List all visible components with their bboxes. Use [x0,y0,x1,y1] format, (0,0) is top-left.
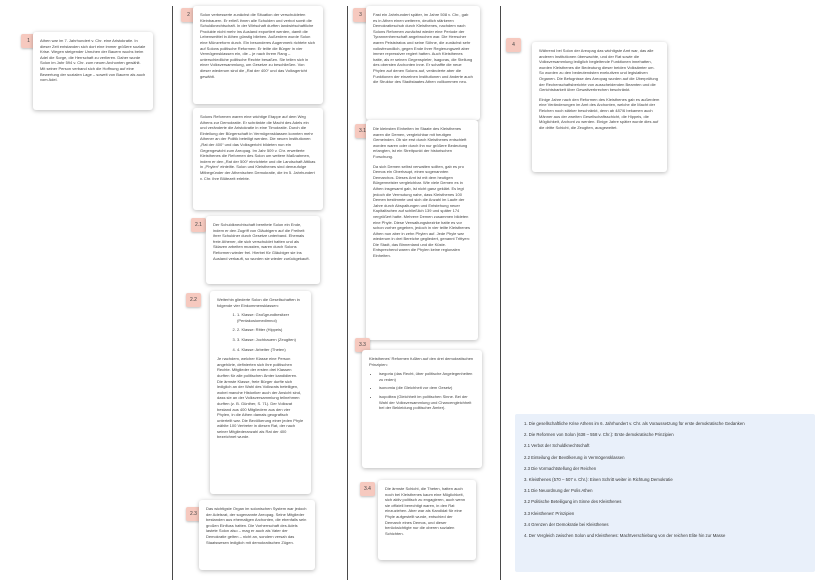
principle-list-item: • isegoria (das Recht, über politische Angelegenheiten zu reden) [379,371,475,382]
card-text: Während bei Solon der Areopag das wichtigste Amt war, das alle anderen Institutionen überwachte, und der Rat sowie die Volksversammlung lediglich begleitende Funktionen innehatten, wurden Kleisthenes die Bedeutung dieser beiden Volksämter um. So wurden zu den bedeutendsten exekutiven und legislativen Organen. Die Befugnisse des Areopag wurden auf die Überprüfung der Rechenschaftsberichte von ausscheidenden Beamten und die Gerichtsbarkeit über Gewaltverbrechen beschränkt. [539,48,658,93]
section-badge-2: 2 [181,8,196,22]
card-text-intro: Weiterhin gliederte Solon die Gesellschaften in folgende vier Einkommensklassen: [217,297,300,308]
section-badge-3: 3 [353,8,368,22]
principle-list [369,371,475,411]
card-text: Das wichtigste Organ im solonischen System war jedoch der Adelsrat, der sogenannte Areopag. Seine Mitglieder bestanden aus ehemaligen Archonten, die ebenfalls sein großen Einfluss hatten. Die Vorherrschaft des Adels lastete Solon also – mag er auch als Vater der Demokratie gelten – nicht an, sondern versah das Staatswesen lediglich mit demokratischen Zügen. [206,506,307,545]
card-text: Solon verbesserte zunächst die Situation der verschuldeten Kleinbauern. Er erließ ihnen alle Schulden und verbot somit die Schuldknechtschaft. In der Wirtschaft durften landwirtschaftliche Produkte nicht mehr ins Ausland exportiert werden, damit die Lebensmittel in Athen günstig blieben. Außerdem wurde Solon eine Münzreform durch. Ein besonderes Augenmerk richtete sich auf Solons politische Reformen: Er teilte die Bürger in vier Vermögensklassen ein, die – je nach ihrem Rang – unterschiedliche politische Rechte besaßen. Sie teilen sich in einer Volksversammlung, um Gesetze zu beschließen. Von dieser wiederum sind die „Rat der 400“ und das Volksgericht gewählt. [200,12,315,79]
section-card-3-4 [378,480,476,560]
section-card-1 [33,32,153,110]
toc-item[interactable]: 2.2 Einteilung der Bevölkerung in Vermögensklassen [524,454,625,460]
column-divider-2 [347,6,348,580]
card-text: Solons Reformen waren eine wichtige Etappe auf dem Weg Athens zur Demokratie. Er schränkte die Macht des Adels ein und veränderte die Aristokratie in eine Timokratie. Durch die Einteilung der Bürgerschaft in Vermögensklassen konnten mehr Athener an der Politik beteiligt werden. Die neuen Institutionen „Rat der 400“ und das Volksgericht bildeten nun ein Gegengewicht zum Areopag. Im Jahr 509 v. Chr. erweiterte Kleisthenes die Reformen des Solon um weitere Maßnahmen, indem er den „Rat der 500“ einrichtete und die Landschaft Attikas in „Phylen“ einteilte. Solon und Kleisthenes sind demzufolge Mitbegründer der Athenischen Demokratie, die im 5. Jahrhundert v. Chr. ihre Blütezeit erlebte. [200,114,316,181]
card-text-intro: Kleisthenes' Reformen fußten auf den drei demokratischen Prinzipien: [369,356,474,367]
card-text: Da sich Demen selbst verwalten sollten, gab es pro Demos ein Oberhaupt, einen sogenannten Demarchos. Dieses Amt ist mit dem heutigen Bürgermeister vergleichbar. Wie viele Demen es in Athen insgesamt gab, ist nicht ganz geklärt. Es legt jedoch die Vermutung nahe, dass Kleisthenes 100 Demen bestimmte und sich die Anzahl im Laufe der Jahre durch Abspaltungen und Entstehung neuer Kapitalfachen auf schließlich 139 und später 174 vergrößert hatte. Mehrere Demen zusammen bildeten eine Phyle. Diese Verwaltungsbezirke hatte es vor schon vorher gegeben, jedoch in vier teilte Kleisthenes Athen nun aber in zehn Phylen auf. Jede Phyle war wiederum in drei Bereiche gegliedert, genannt Trittyen: Die Stadt, das Binnenland und die Küste. Entsprechend waren die Phylen keine regionalen Einheiten. [373,163,470,259]
class-list-item: 2. 2. Klasse: Ritter (Hippeis) [237,327,304,333]
class-list [217,312,304,352]
section-badge-3-1: 3.1 [355,124,370,138]
card-text: Athen war im 7. Jahrhundert v. Chr. eine Aristokratie. In dieser Zeit entstanden sich dort eine immer größere soziale Krise. Wegen steigender Unruhen der Bauern wuchs beim Adel die Sorge, die Herrschaft zu verlieren. Daher wurde Solon im Jahr 594 v. Chr. zum neuen Archonten gewählt. Mit seiner Person verband sich die Hoffnung auf eine Bewertung der sozialen Lage – soweit von Bauern als auch vom Adel. [40,38,146,83]
principle-list-item: • isopolitea (Gleichheit im politischen Sinne. Bei der Wahl der Volksversammlung und Chancengleichheit bei der Bekleidung politischer Ämter). [379,394,475,411]
section-badge-2-3: 2.3 [186,507,201,521]
toc-item[interactable]: 3.4 Grenzen der Demokratie bei Kleisthenes [524,521,609,527]
class-list-item: 4. 4. Klasse: Arbeiter (Theten) [237,347,304,353]
toc-item[interactable]: 2. Die Reformen von Solon (638 – 558 v. Chr.): Erste demokratische Prinzipien [524,432,674,438]
card-text: Je nachdem, welcher Klasse eine Person angehörte, definierten sich ihre politischen Rechte. Mitglieder der ersten drei Klassen durften für alle politischen Ämter kandidieren. Die ärmste Klasse, freie Bürger durfte sich lediglich an der Wahl des Volksrats beteiligen, wobei manche Historiker auch der Ansicht sind, dass sie an der Volksversammlung teilnehmen durften (z. B. Günther, S. 71). Der Volksrat bestand aus 400 Mitgliedern aus den vier Phylen, in die Athen damals geografisch unterteilt war. Die Bevölkerung einer jeden Phyle wählte 100 Vertreter in diesen Rat, der nach seiner Mitgliederanzahl als Rat der 400 bezeichnet wurde. [217,356,304,440]
class-list-item: 3. 3. Klasse: Jochbauern (Zeugiten) [237,337,304,343]
section-card-2-2 [210,291,311,494]
toc-item[interactable]: 2.3 Die Vormachtstellung der Reichen [524,465,597,471]
card-text: Die ärmste Schicht, die Theten, hatten auch noch bei Kleisthenes kaum eine Möglichkeit, sich aktiv politisch zu engagieren, auch wenn sie offiziell berechtigt waren, in den Rat einzuziehen. Aber war als Kandidat für eine Phyle aufgestellt wurde, entschied der Demarch eines Demos, und dieser berücksichtigte nur die oberen sozialen Schichten. [385,486,466,536]
toc-item[interactable]: 2.1 Verbot der Schuldknechtschaft [524,443,590,449]
section-badge-2-2: 2.2 [186,293,201,307]
toc-item[interactable]: 3.3 Kleisthenes' Prinzipien [524,510,575,516]
section-card-2-3 [199,500,315,570]
toc-item[interactable]: 3.2 Politische Beteiligung im Sinne des Kleisthenes [524,499,622,505]
toc-item[interactable]: 1. Die gesellschaftliche Krise Athens im 6. Jahrhundert v. Chr. als Voraussetzung für erste demokratische Gedanken [524,421,745,426]
column-divider-3 [500,6,501,580]
toc-item[interactable]: 3. Kleisthenes (570 – 507 v. Chr.): Einen Schritt weiter in Richtung Demokratie [524,476,673,482]
card-text: Fast ein Jahrhundert später, im Jahre 508 v. Chr., gab es in Athen einen weiteren, deutlich stärkeren Demokratieschub durch Kleisthenes, nachdem nach Solons Reformen zunächst wieder eine Periode der Tyrannenherrschaft angebrochen war. Die Herrscher waren Peisistratos und seine Söhne, die zunächst sehr volksfreundlich, gegen Ende ihrer Regierungszeit aber immer repressiver regiert hatten. Auch Kleisthenes hatte, als er seinen Gegenspieler, Isagoras, die Stellung des obersten Archonten inne. Er schaffte die neue Phylen auf denen Solons auf, veränderte aber die Funktionen der einzelnen Institutionen und änderte auch die Struktur des Stadtstaates Athen vollkommen neu. [373,12,473,85]
section-badge-3-3: 3.3 [355,338,370,352]
principle-list-item: • isonomia (die Gleichheit vor dem Gesetz) [379,385,475,391]
section-badge-1: 1 [21,34,36,48]
toc-item[interactable]: 3.1 Die Neuordnung der Polis Athen [524,488,593,494]
section-badge-2-1: 2.1 [191,218,206,232]
section-card-3 [366,6,480,120]
table-of-contents [515,414,815,572]
section-card-2-solon [193,6,323,104]
section-card-3-3 [362,350,482,468]
section-badge-4: 4 [506,38,521,52]
section-card-2-1 [206,216,320,284]
toc-item[interactable]: 4. Der Vergleich zwischen Solon und Kleisthenes: Machtverschiebung von der reichen Elite hin zur Masse [524,532,726,538]
card-text: Der Schuldknechtschaft bereitete Solon ein Ende, indem er den Zugriff von Gläubigern auf die Freiheit ihrer Schuldner durch Gesetze unterband. Ehemals freie Athener, die sich verschuldet hatten und als Sklaven arbeiten mussten, waren durch Solons Reformen wieder frei. Hierbei für Gläubiger sie ins Ausland verkauft, so wurden sie wieder zurückgekauft. [213,222,310,261]
section-card-3-1 [366,120,478,340]
section-badge-3-4: 3.4 [360,482,375,496]
section-card-4 [532,42,667,172]
class-list-item: 1. 1. Klasse: Großgrundbesitzer (Pentakosiomedimnoi) [237,312,304,323]
card-text: Einige Jahre nach den Reformen des Kleisthenes gab es außerdem eine Veränderungen im Amt des Archonten, welche die Macht der Reichen noch stärker beschränkt, denn ab 487/6 bekamen auch Männer aus der zweiten Gesellschaftsschicht, die Hippeis, die Möglichkeit, Archont zu werden. Einige Jahre später wurde dies auf die dritte Schicht, die Zeugiten, ausgeweitet. [539,96,660,130]
section-card-2-summary [193,108,323,210]
card-text: Die kleinsten Einheiten im Staate des Kleisthenes waren die Demen, vergleichbar mit heutigen Gemeinden. Ob sie erst durch Kleisthenes entschieft worden waren oder durch ihn nur größere Bedeutung erlangten, ist ein Streitpunkt der historischen Forschung. [373,126,468,159]
column-divider-1 [172,6,173,580]
